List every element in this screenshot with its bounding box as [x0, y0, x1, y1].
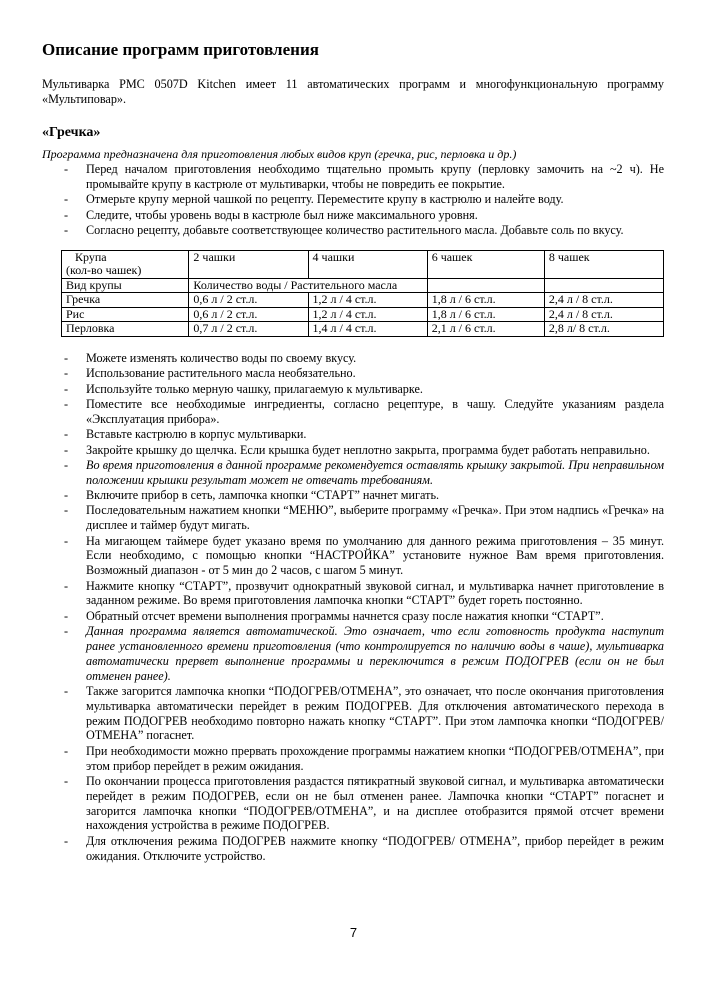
- list-item: - По окончании процесса приготовления раздастся пятикратный звуковой сигнал, и мультиварка автоматически перейдет в режим ПОДОГРЕВ, если он не был отменен ранее. Лампочка кнопки “СТАРТ” погаснет и загорится лампочка кнопки “ПОДОГРЕВ/ОТМЕНА”, и на дисплее отобразится прямой отсчет времени нахождения устройства в режиме ПОДОГРЕВ.: [64, 773, 664, 833]
- table-cell: Перловка: [62, 322, 189, 337]
- list-item: - Последовательным нажатием кнопки “МЕНЮ”, выберите программу «Гречка». При этом надпись «Гречка» на дисплее и таймер будут мигать.: [64, 503, 664, 533]
- list-item: - Для отключения режима ПОДОГРЕВ нажмите кнопку “ПОДОГРЕВ/ ОТМЕНА”, прибор перейдет в режим ожидания. Отключите устройство.: [64, 833, 664, 863]
- table-cell: 2,4 л / 8 ст.л.: [544, 293, 663, 308]
- table-row: [62, 278, 664, 293]
- list-item: - Закройте крышку до щелчка. Если крышка будет неплотно закрыта, программа будет работать неправильно.: [64, 442, 650, 457]
- table-cell: [544, 278, 663, 293]
- list-item: - Обратный отсчет времени выполнения программы начнется сразу после нажатия кнопки “СТАРТ”.: [64, 608, 604, 623]
- preparation-list: [42, 162, 664, 238]
- list-item: - При необходимости можно прервать прохождение программы нажатием кнопки “ПОДОГРЕВ/ОТМЕНА”, при этом прибор перейдет в режим ожидания.: [64, 743, 664, 773]
- table-cell: Рис: [62, 307, 189, 322]
- table-cell: 2,4 л / 8 ст.л.: [544, 307, 663, 322]
- table-cell: 2,8 л/ 8 ст.л.: [544, 322, 663, 337]
- list-item: - Использование растительного масла необязательно.: [64, 366, 356, 381]
- list-item: - Перед началом приготовления необходимо тщательно промыть крупу (перловку замочить на ~2 ч). Не промывайте крупу в кастрюле от мультиварки, чтобы не повредить ее покрытие.: [64, 162, 664, 191]
- table-cell: 1,8 л / 6 ст.л.: [427, 307, 544, 322]
- table-cell: [427, 278, 544, 293]
- table-cell: 0,7 л / 2 ст.л.: [189, 322, 308, 337]
- list-item: - Поместите все необходимые ингредиенты, согласно рецептуре, в чашу. Следуйте указаниям раздела «Эксплуатация прибора».: [64, 396, 664, 426]
- table-cell: 1,8 л / 6 ст.л.: [427, 293, 544, 308]
- table-cell: Гречка: [62, 293, 189, 308]
- table-header-cell: 6 чашек: [427, 250, 544, 278]
- page-title: Описание программ приготовления: [42, 40, 319, 59]
- table-row: [62, 293, 664, 308]
- list-item: - Также загорится лампочка кнопки “ПОДОГРЕВ/ОТМЕНА”, это означает, что после окончания приготовления мультиварка автоматически перейдет в режим ПОДОГРЕВ. Для отключения автоматического перехода в режим ПОДОГРЕВ необходимо повторно нажать кнопку “СТАРТ”. При этом лампочка кнопки “ПОДОГРЕВ/ОТМЕНА” погаснет.: [64, 684, 664, 743]
- list-item: - Можете изменять количество воды по своему вкусу.: [64, 350, 357, 365]
- section-subtitle: Программа предназначена для приготовления любых видов круп (гречка, рис, перловка и др.): [42, 147, 517, 161]
- table-cell: 1,2 л / 4 ст.л.: [308, 307, 427, 322]
- list-item: - Включите прибор в сеть, лампочка кнопки “СТАРТ” начнет мигать.: [64, 488, 440, 503]
- list-item: - Следите, чтобы уровень воды в кастрюле был ниже максимального уровня.: [64, 207, 478, 222]
- table-cell: 0,6 л / 2 ст.л.: [189, 293, 308, 308]
- list-item: - Вставьте кастрюлю в корпус мультиварки.: [64, 427, 307, 442]
- page-number: 7: [349, 925, 358, 940]
- water-oil-table: [61, 250, 664, 337]
- table-cell: Вид крупы: [62, 278, 189, 293]
- table-cell: Количество воды / Растительного масла: [189, 278, 427, 293]
- section-title: «Гречка»: [42, 125, 101, 140]
- table-row: [62, 322, 664, 337]
- table-header-cell: Крупа (кол-во чашек): [62, 250, 189, 278]
- instructions-list: [42, 351, 664, 864]
- list-item: - Используйте только мерную чашку, прилагаемую к мультиварке.: [64, 381, 423, 396]
- table-cell: 1,4 л / 4 ст.л.: [308, 322, 427, 337]
- list-item: - Согласно рецепту, добавьте соответствующее количество растительного масла. Добавьте соль по вкусу.: [64, 222, 624, 237]
- intro-paragraph: Мультиварка PMC 0507D Kitchen имеет 11 автоматических программ и многофункциональную программу «Мультиповар».: [42, 77, 664, 106]
- list-item: - На мигающем таймере будет указано время по умолчанию для данного режима приготовления – 35 минут. Если необходимо, с помощью кнопки “НАСТРОЙКА” установите нужное Вам время приготовления. Возможный диапазон - от 5 мин до 2 часов, с шагом 5 минут.: [64, 533, 664, 578]
- list-item: - Данная программа является автоматической. Это означает, что если готовность продукта наступит ранее установленного времени приготовления (что контролируется по наличию воды в чаше), мультиварка автоматически прервет выполнение программы и переключится в режим ПОДОГРЕВ (если он не был отменен ранее).: [64, 624, 664, 683]
- list-item: - Отмерьте крупу мерной чашкой по рецепту. Переместите крупу в кастрюлю и налейте воду.: [64, 192, 564, 207]
- list-item: - Во время приготовления в данной программе рекомендуется оставлять крышку закрытой. При неправильном положении крышки результат может не отвечать требованиям.: [64, 457, 664, 487]
- table-cell: 0,6 л / 2 ст.л.: [189, 307, 308, 322]
- table-cell: 1,2 л / 4 ст.л.: [308, 293, 427, 308]
- table-header-row: [62, 250, 664, 278]
- table-row: [62, 307, 664, 322]
- table-header-cell: 2 чашки: [189, 250, 308, 278]
- document-page: [42, 40, 664, 864]
- table-cell: 2,1 л / 6 ст.л.: [427, 322, 544, 337]
- table-header-cell: 8 чашек: [544, 250, 663, 278]
- table-header-cell: 4 чашки: [308, 250, 427, 278]
- list-item: - Нажмите кнопку “СТАРТ”, прозвучит однократный звуковой сигнал, и мультиварка начнет приготовление в заданном режиме. Во время приготовления лампочка кнопки “СТАРТ” будет гореть постоянно.: [64, 578, 664, 608]
